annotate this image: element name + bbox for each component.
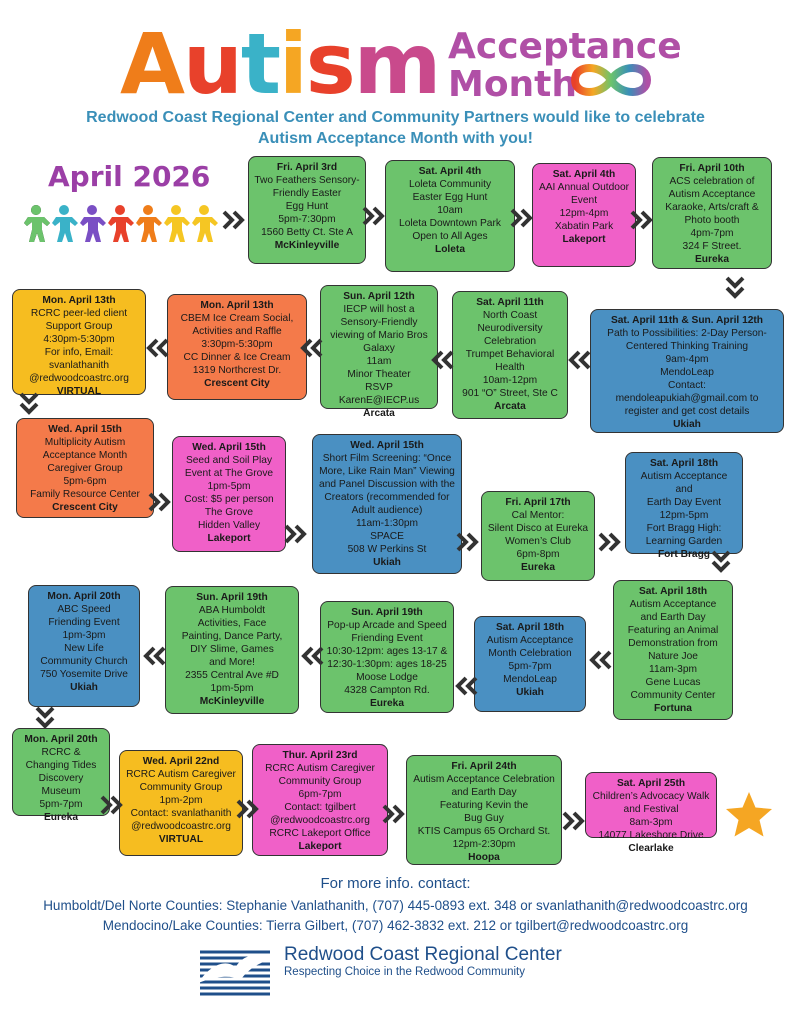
event-location: Loleta: [434, 244, 465, 256]
event-details: Autism Acceptance and Earth Day Featuring an Animal Demonstration from Nature Joe 11am-3pm Gene Lucas Community Center: [627, 599, 719, 702]
event-date: Wed. April 15th: [48, 424, 122, 435]
arrow-right-icon: [382, 804, 408, 824]
subtitle-line-1: Acceptance: [448, 26, 682, 67]
event-card: [590, 309, 784, 433]
event-location: Clearlake: [628, 843, 674, 855]
event-location: Ukiah: [516, 687, 544, 699]
event-location: Lakeport: [298, 841, 342, 853]
event-details: Multiplicity Autism Acceptance Month Caregiver Group 5pm-6pm Family Resource Center: [30, 437, 140, 501]
arrow-left-icon: [428, 350, 454, 370]
arrow-right-icon: [456, 532, 482, 552]
title-letter-m: m: [353, 15, 440, 113]
event-date: Mon. April 20th: [24, 734, 98, 745]
title-letter-s: s: [305, 15, 354, 113]
event-location: Eureka: [370, 698, 404, 710]
event-date: Mon. April 13th: [42, 295, 116, 306]
event-details: Seed and Soil Play Event at The Grove 1pm-5pm Cost: $5 per person The Grove Hidden Valley: [184, 455, 274, 532]
event-card: [613, 580, 733, 720]
event-card: [12, 728, 110, 824]
event-details: Loleta Community Easter Egg Hunt 10am Loleta Downtown Park Open to All Ages: [399, 179, 501, 243]
event-date: Fri. April 3rd: [276, 162, 338, 173]
event-details: Autism Acceptance Celebration and Earth Day Featuring Kevin the Bug Guy KTIS Campus 65 Orchard St. 12pm-2:30pm: [413, 774, 555, 851]
event-details: Autism Acceptance and Earth Day Event 12pm-5pm Fort Bragg High: Learning Garden: [640, 471, 728, 548]
event-card: [532, 163, 636, 267]
event-details: ABC Speed Friending Event 1pm-3pm New Life Community Church 750 Yosemite Drive: [40, 604, 128, 681]
event-details: Autism Acceptance Month Celebration 5pm-7pm MendoLeap: [486, 635, 574, 686]
event-details: Path to Possibilities: 2-Day Person- Centered Thinking Training 9am-4pm MendoLeap Contact: mendoleapukiah@gmail.com to register and get cost details: [607, 328, 767, 418]
arrow-down-icon: [724, 276, 746, 302]
arrow-right-icon: [362, 206, 388, 226]
event-card: [28, 585, 140, 707]
contact-humboldt: Humboldt/Del Norte Counties: Stephanie Vanlathanith, (707) 445-0893 ext. 348 or svanlathanith@redwoodcoastrc.org: [43, 897, 748, 913]
event-location: Crescent City: [204, 378, 270, 390]
event-details: ABA Humboldt Activities, Face Painting, Dance Party, DIY Slime, Games and More! 2355 Central Ave #D 1pm-5pm: [181, 605, 283, 695]
event-date: Sun. April 19th: [351, 607, 423, 618]
org-name: Redwood Coast Regional Center: [284, 944, 562, 965]
event-card: [652, 157, 772, 269]
event-date: Sat. April 18th: [638, 586, 708, 597]
arrow-right-icon: [236, 799, 262, 819]
rcrc-logo-icon: [196, 944, 274, 1002]
event-card: [252, 744, 388, 856]
event-location: Eureka: [695, 254, 729, 266]
event-location: Arcata: [494, 401, 526, 413]
arrow-right-icon: [630, 210, 656, 230]
arrow-down-icon: [18, 392, 40, 418]
autism-title: [120, 15, 440, 113]
event-card: [481, 491, 595, 581]
event-date: Sun. April 12th: [343, 291, 415, 302]
event-date: Wed. April 22nd: [142, 756, 220, 767]
event-card: [385, 160, 515, 272]
arrow-left-icon: [140, 646, 166, 666]
arrow-right-icon: [284, 524, 310, 544]
intro-line-1: Redwood Coast Regional Center and Community Partners would like to celebrate: [86, 109, 705, 126]
event-date: Sun. April 19th: [196, 592, 268, 603]
event-card: [119, 750, 243, 856]
event-date: Fri. April 24th: [451, 761, 517, 772]
event-details: RCRC Autism Caregiver Community Group 6pm-7pm Contact: tgilbert @redwoodcoastrc.org RCRC Lakeport Office: [265, 763, 375, 840]
event-card: [474, 616, 586, 712]
event-details: Cal Mentor: Silent Disco at Eureka Women’s Club 6pm-8pm: [487, 510, 589, 561]
arrow-right-icon: [510, 208, 536, 228]
event-card: [312, 434, 462, 574]
event-date: Wed. April 15th: [192, 442, 266, 453]
rainbow-infinity-icon: [565, 60, 657, 100]
event-date: Sat. April 18th: [649, 458, 719, 469]
event-details: IECP will host a Sensory-Friendly viewing of Mario Bros Galaxy 11am Minor Theater RSVP KarenE@IECP.us: [330, 304, 428, 407]
event-date: Sat. April 4th: [418, 166, 482, 177]
org-tagline: Respecting Choice in the Redwood Community: [284, 966, 525, 978]
event-card: [452, 291, 568, 419]
event-location: Fortuna: [654, 703, 692, 715]
contact-mendocino: Mendocino/Lake Counties: Tierra Gilbert, (707) 462-3832 ext. 212 or tgilbert@redwoodcoastrc.org: [102, 917, 689, 933]
event-location: VIRTUAL: [56, 386, 102, 398]
event-details: Short Film Screening: “Once More, Like Rain Man” Viewing and Panel Discussion with the Creators (recommended for Adult audience) 11am-1:30pm SPACE 508 W Perkins St: [319, 453, 455, 556]
event-location: Crescent City: [52, 502, 118, 514]
subtitle-line-2: Month: [448, 63, 578, 105]
arrow-left-icon: [565, 350, 591, 370]
event-date: Mon. April 13th: [200, 300, 274, 311]
arrow-left-icon: [297, 338, 323, 358]
event-details: North Coast Neurodiversity Celebration Trumpet Behavioral Health 10am-12pm 901 “O” Street, Ste C: [462, 310, 558, 400]
arrow-left-icon: [143, 338, 169, 358]
event-location: Fort Bragg: [657, 549, 711, 561]
event-date: Thur. April 23rd: [282, 750, 358, 761]
event-location: McKinleyville: [274, 240, 340, 252]
event-details: Two Feathers Sensory- Friendly Easter Egg Hunt 5pm-7:30pm 1560 Betty Ct. Ste A: [254, 175, 360, 239]
event-card: [12, 289, 146, 398]
event-date: Sat. April 11th: [476, 297, 544, 308]
event-card: [167, 294, 307, 400]
event-date: Fri. April 10th: [679, 163, 745, 174]
event-details: AAI Annual Outdoor Event 12pm-4pm Xabatin Park: [538, 182, 630, 233]
event-location: Hoopa: [468, 852, 500, 864]
event-card: [585, 772, 717, 855]
event-card: [248, 156, 366, 264]
star-icon: [724, 790, 774, 838]
event-location: Ukiah: [373, 557, 401, 569]
event-location: Eureka: [521, 562, 555, 574]
event-date: Sat. April 18th: [495, 622, 565, 633]
event-card: [625, 452, 743, 561]
event-details: RCRC Autism Caregiver Community Group 1pm-2pm Contact: svanlathanith @redwoodcoastrc.org: [126, 769, 236, 833]
event-details: Pop-up Arcade and Speed Friending Event 10:30-12pm: ages 13-17 & 12:30-1:30pm: ages 18-25 Moose Lodge 4328 Campton Rd.: [326, 620, 448, 697]
event-date: Sat. April 11th & Sun. April 12th: [610, 315, 764, 326]
arrow-left-icon: [452, 676, 478, 696]
intro-line-2: Autism Acceptance Month with you!: [258, 129, 533, 147]
event-details: ACS celebration of Autism Acceptance Karaoke, Arts/craft & Photo booth 4pm-7pm 324 F Street.: [665, 176, 759, 253]
event-date: Wed. April 15th: [350, 440, 424, 451]
event-date: Fri. April 17th: [505, 497, 571, 508]
arrow-right-icon: [562, 811, 588, 831]
event-details: RCRC & Changing Tides Discovery Museum 5pm-7pm: [25, 747, 97, 811]
org-branding: [284, 944, 562, 978]
event-location: VIRTUAL: [158, 834, 204, 846]
event-date: Mon. April 20th: [47, 591, 121, 602]
event-location: Arcata: [363, 408, 395, 420]
title-letter-i: i: [278, 15, 306, 113]
arrow-right-icon: [598, 532, 624, 552]
event-card: [320, 285, 438, 420]
arrow-left-icon: [298, 646, 324, 666]
event-card: [320, 601, 454, 713]
event-details: RCRC peer-led client Support Group 4:30pm-5:30pm For info, Email: svanlathanith @redwoodcoastrc.org: [29, 308, 129, 385]
people-chain-icon: [22, 204, 222, 244]
arrow-right-icon: [222, 210, 248, 230]
arrow-right-icon: [148, 492, 174, 512]
contact-footer: [0, 873, 791, 936]
arrow-down-icon: [710, 550, 732, 576]
event-location: Lakeport: [207, 533, 251, 545]
event-location: Ukiah: [70, 682, 98, 694]
event-location: Lakeport: [562, 234, 606, 246]
event-card: [406, 755, 562, 865]
event-location: McKinleyville: [199, 696, 265, 708]
arrow-down-icon: [34, 706, 56, 732]
april-heading: April 2026: [48, 160, 211, 193]
title-letter-u: u: [183, 15, 241, 113]
contact-heading: For more info. contact:: [320, 875, 471, 892]
event-details: Children’s Advocacy Walk and Festival 8am-3pm 14077 Lakeshore Drive: [592, 791, 710, 842]
intro-text: [40, 108, 751, 150]
event-date: Sat. April 25th: [616, 778, 686, 789]
event-location: Eureka: [44, 812, 78, 824]
event-card: [172, 436, 286, 552]
event-date: Sat. April 4th: [552, 169, 616, 180]
arrow-left-icon: [586, 650, 612, 670]
title-letter-t: t: [240, 15, 279, 113]
title-letter-a: A: [120, 15, 184, 113]
event-details: CBEM Ice Cream Social, Activities and Raffle 3:30pm-5:30pm CC Dinner & Ice Cream 1319 Northcrest Dr.: [180, 313, 294, 377]
event-card: [165, 586, 299, 714]
event-card: [16, 418, 154, 518]
event-location: Ukiah: [673, 419, 701, 431]
arrow-right-icon: [100, 795, 126, 815]
